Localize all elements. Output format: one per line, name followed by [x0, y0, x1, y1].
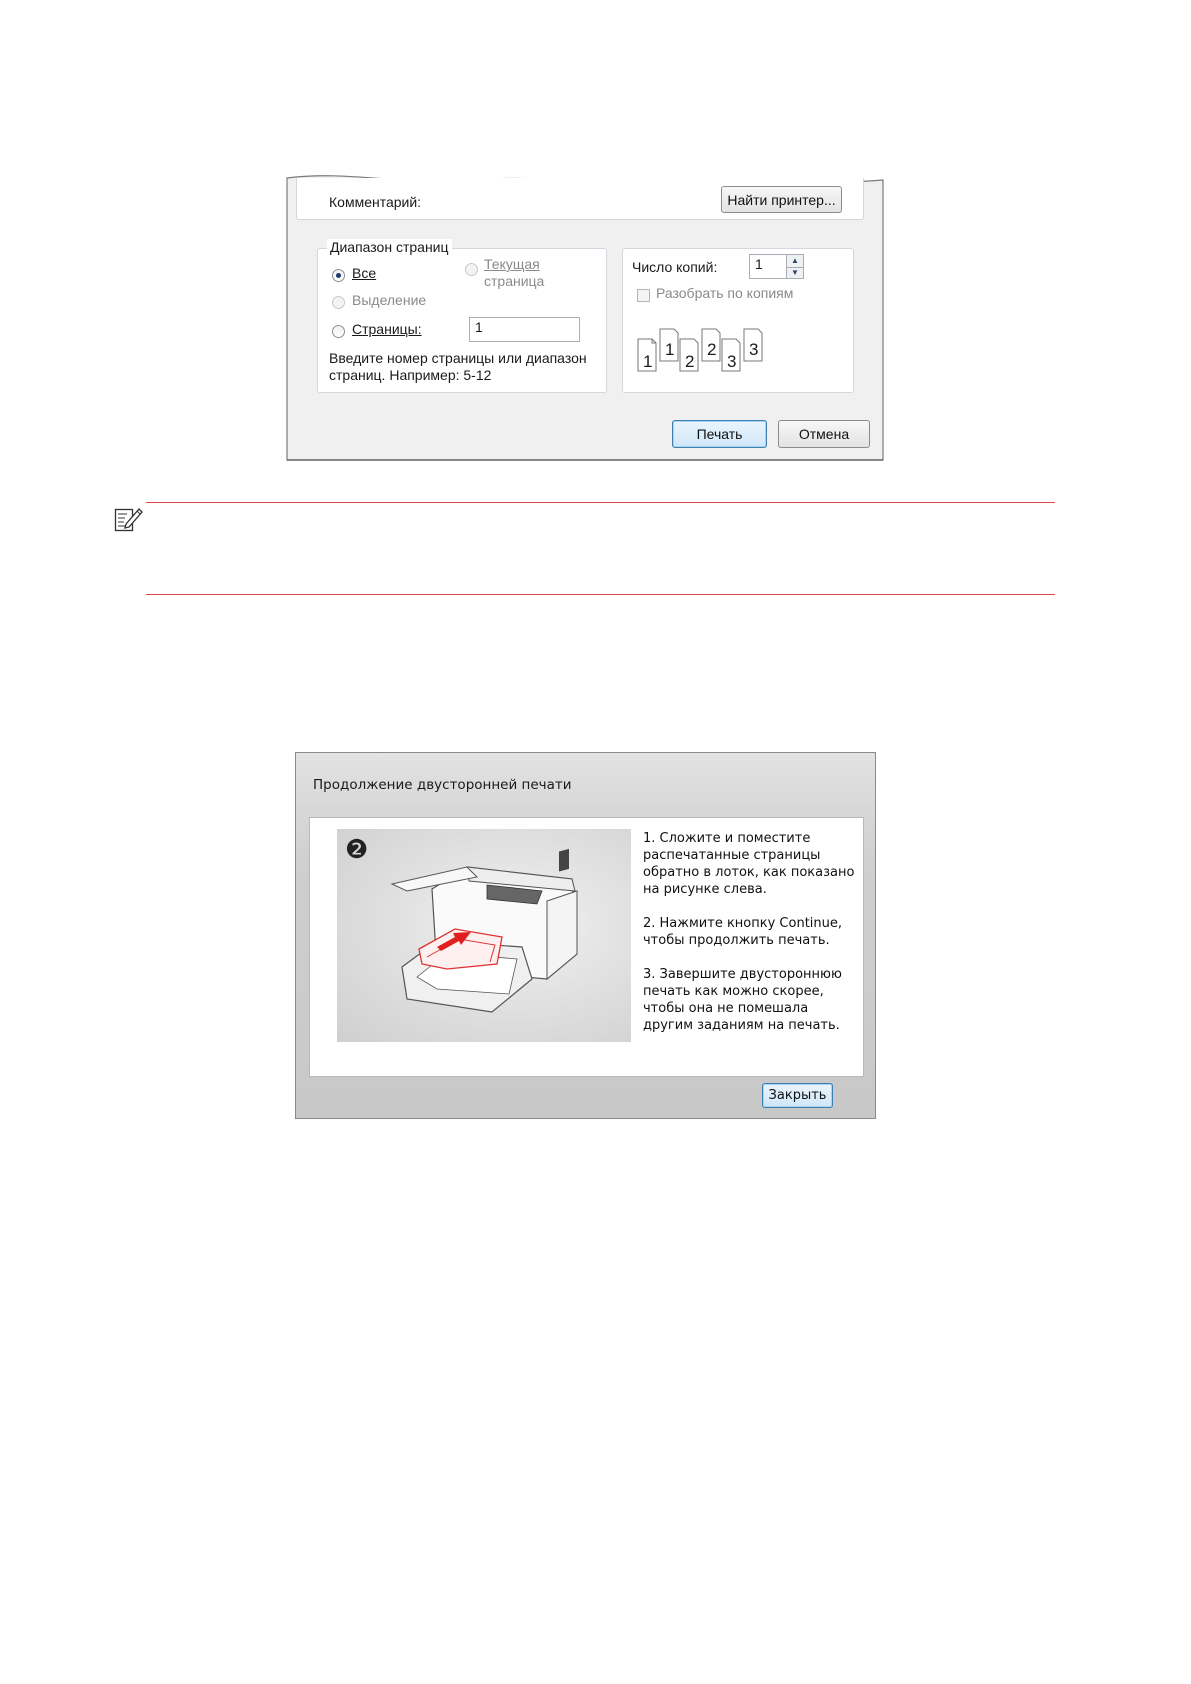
current-page-label-1: Текущая: [484, 256, 540, 272]
duplex-content-panel: [309, 817, 864, 1077]
close-button[interactable]: [762, 1083, 833, 1108]
pages-label[interactable]: Страницы:: [352, 321, 422, 337]
duplex-dialog-title: Продолжение двусторонней печати: [313, 777, 572, 793]
collate-checkbox[interactable]: [637, 289, 650, 302]
all-pages-label[interactable]: Все: [352, 265, 377, 281]
copies-input-value: 1: [755, 256, 763, 272]
copies-label: Число копий:: [632, 259, 718, 275]
duplex-instructions: [643, 830, 858, 1051]
pages-input-value: 1: [475, 319, 483, 335]
collate-num-2b: 2: [707, 340, 717, 359]
print-button[interactable]: [672, 420, 767, 448]
collate-label: Разобрать по копиям: [656, 285, 794, 301]
note-top-rule: [146, 502, 1055, 503]
note-bottom-rule: [146, 594, 1055, 595]
close-button-label: Закрыть: [768, 1088, 827, 1103]
selection-radio[interactable]: [332, 296, 345, 309]
page-range-hint-1: Введите номер страницы или диапазон: [329, 350, 587, 366]
duplex-dialog: [295, 752, 876, 1119]
comment-label: Комментарий:: [329, 194, 422, 210]
spinner-up-icon[interactable]: ▲: [791, 256, 799, 266]
find-printer-button[interactable]: [721, 186, 842, 213]
step-badge: ❷: [345, 835, 369, 865]
collate-num-1a: 1: [643, 352, 653, 371]
spinner-down-icon[interactable]: ▼: [787, 267, 803, 279]
copies-spinner[interactable]: [786, 254, 804, 279]
print-button-label: Печать: [696, 426, 743, 442]
selection-label: Выделение: [352, 292, 427, 308]
all-pages-radio[interactable]: [332, 269, 345, 282]
pages-radio[interactable]: [332, 325, 345, 338]
current-page-label-2: страница: [484, 273, 545, 289]
page-range-title: Диапазон страниц: [327, 239, 452, 255]
cancel-button-label: Отмена: [798, 426, 850, 442]
collate-num-1b: 1: [665, 340, 675, 359]
pages-input[interactable]: [469, 317, 580, 342]
find-printer-label: Найти принтер...: [727, 191, 836, 208]
collate-num-2a: 2: [685, 352, 695, 371]
page-range-hint-2: страниц. Например: 5-12: [329, 367, 492, 383]
duplex-step-1: 1. Сложите и поместите распечатанные страницы обратно в лоток, как показано на рисунке слева.: [643, 831, 855, 897]
duplex-step-2: 2. Нажмите кнопку Continue, чтобы продолжить печать.: [643, 916, 843, 948]
printer-icon: [337, 829, 631, 1042]
printer-illustration: [337, 829, 631, 1042]
collate-num-3b: 3: [749, 340, 759, 359]
cancel-button[interactable]: [778, 420, 870, 448]
note-block: [110, 495, 1055, 595]
duplex-step-3: 3. Завершите двустороннюю печать как можно скорее, чтобы она не помешала другим заданиям на печать.: [643, 967, 842, 1033]
note-pencil-icon: [114, 505, 144, 533]
copies-input[interactable]: [749, 254, 787, 279]
print-dialog: [286, 172, 884, 461]
collate-num-3a: 3: [727, 352, 737, 371]
current-page-radio[interactable]: [465, 263, 478, 276]
